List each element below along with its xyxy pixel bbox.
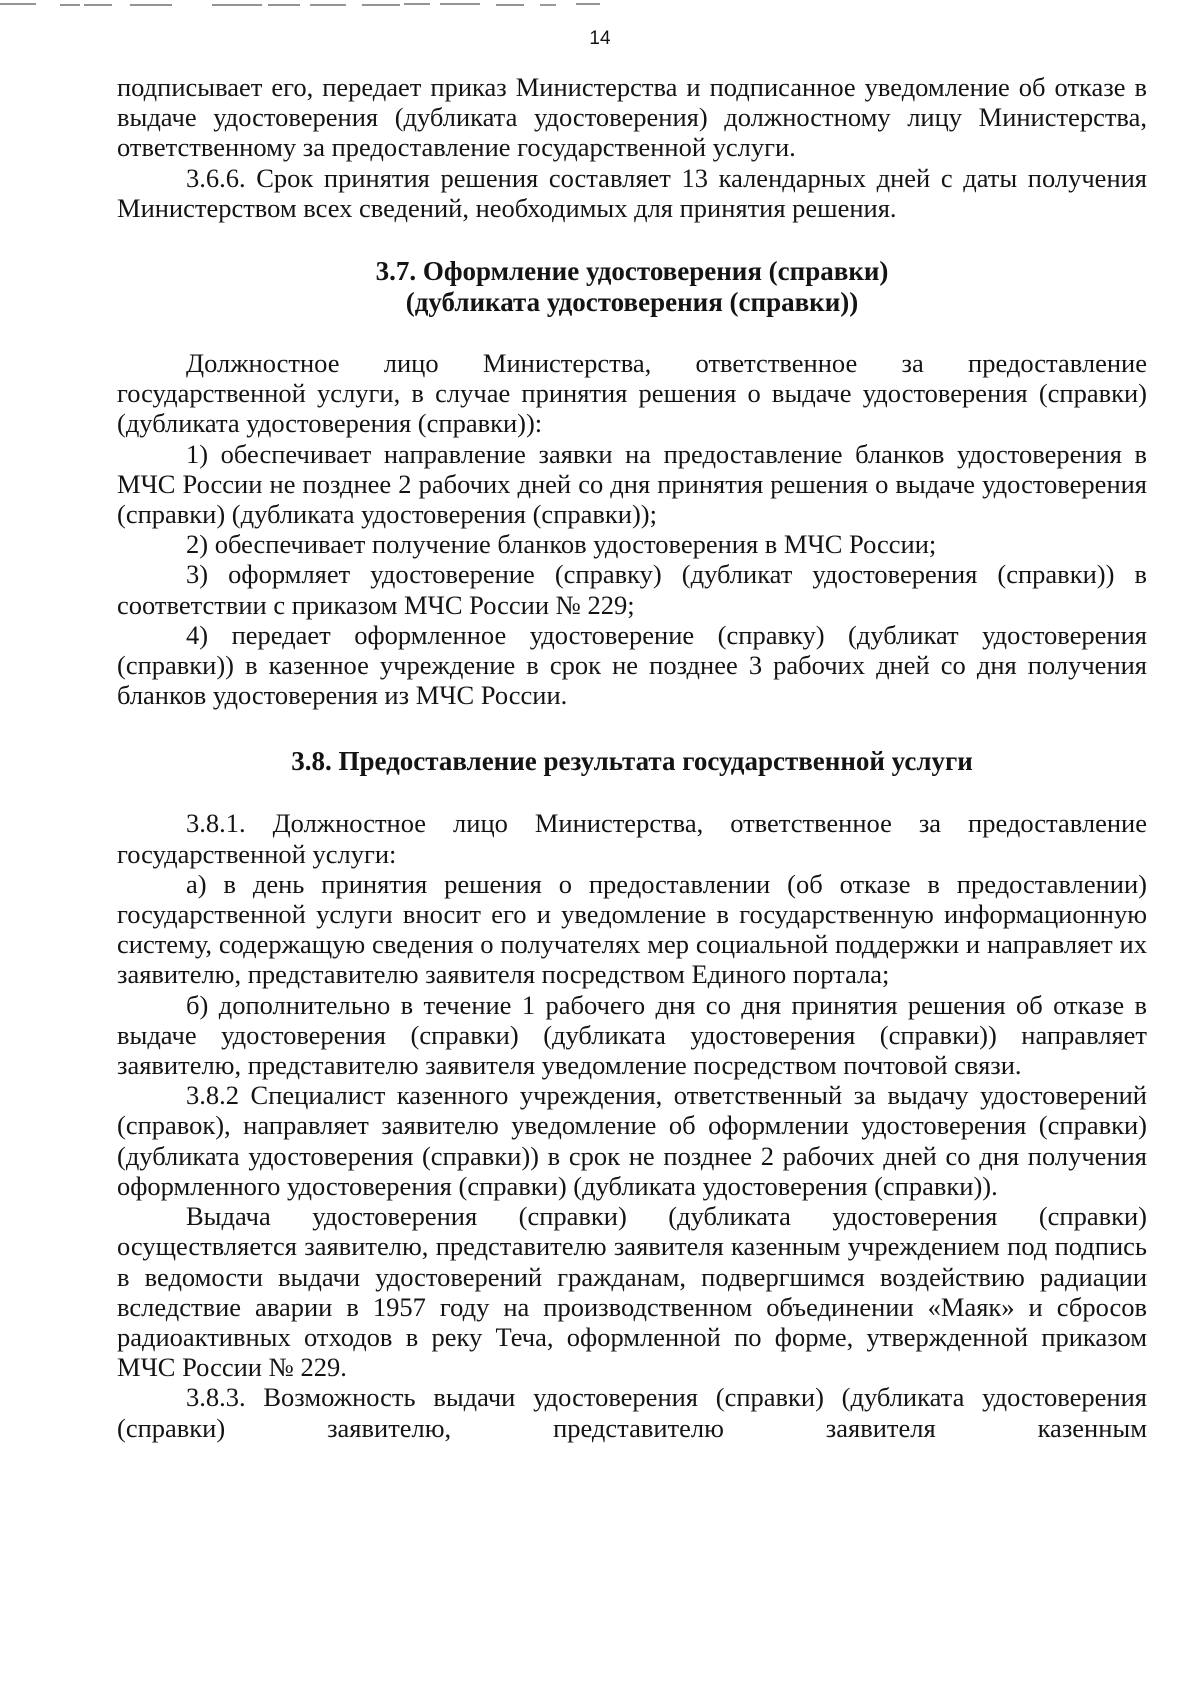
list-item-3-7-1: 1) обеспечивает направление заявки на предоставление бланков удостоверения в МЧС России не позднее 2 рабочих дней со дня принятия решения о выдаче удостоверения (справки) (дубликата удостоверения (справки));: [117, 438, 1147, 530]
paragraph-3-7-intro: Должностное лицо Министерства, ответственное за предоставление государственной услуги, в случае принятия решения о выдаче удостоверения (справки) (дубликата удостоверения (справки)):: [117, 348, 1147, 439]
section-3-8-heading: 3.8. Предоставление результата государственной услуги: [291, 746, 973, 777]
list-item-3-7-3: 3) оформляет удостоверение (справку) (дубликат удостоверения (справки)) в соответствии с приказом МЧС России № 229;: [117, 559, 1147, 620]
list-item-3-7-4: 4) передает оформленное удостоверение (справку) (дубликат удостоверения (справки)) в казенное учреждение в срок не позднее 3 рабочих дней со дня получения бланков удостоверения из МЧС России.: [117, 619, 1147, 711]
document-body: [117, 72, 1147, 1443]
paragraph-continuation: подписывает его, передает приказ Министерства и подписанное уведомление об отказе в выдаче удостоверения (дубликата удостоверения) должностному лицу Министерства, ответственному за предоставление государственной услуги.: [117, 72, 1147, 163]
section-3-7-heading-line1: 3.7. Оформление удостоверения (справки): [375, 256, 889, 287]
section-3-7-heading-line2: (дубликата удостоверения (справки)): [405, 287, 859, 318]
scan-edge-artifact: [0, 0, 640, 10]
paragraph-3-8-3: 3.8.3. Возможность выдачи удостоверения (справки) (дубликата удостоверения (справки) заявителю, представителю заявителя казенным: [117, 1382, 1147, 1443]
paragraph-3-6-6: 3.6.6. Срок принятия решения составляет 13 календарных дней с даты получения Министерством всех сведений, необходимых для принятия решения.: [117, 162, 1147, 223]
page-number: 14: [589, 28, 611, 49]
list-item-3-7-2: 2) обеспечивает получение бланков удостоверения в МЧС России;: [186, 529, 937, 560]
paragraph-3-8-2: 3.8.2 Специалист казенного учреждения, ответственный за выдачу удостоверений (справок), направляет заявителю уведомление об оформлении удостоверения (справки) (дубликата удостоверения (справки)) в срок не позднее 2 рабочих дней со дня получения оформленного удостоверения (справки) (дубликата удостоверения (справки)).: [117, 1080, 1147, 1201]
section-3-7-heading: [117, 256, 1147, 318]
list-item-3-8-1-b: б) дополнительно в течение 1 рабочего дня со дня принятия решения об отказе в выдаче удостоверения (справки) (дубликата удостоверения (справки)) направляет заявителю, представителю заявителя уведомление посредством почтовой связи.: [117, 989, 1147, 1081]
paragraph-3-8-1: 3.8.1. Должностное лицо Министерства, ответственное за предоставление государственной услуги:: [117, 808, 1147, 869]
paragraph-issuance: Выдача удостоверения (справки) (дубликата удостоверения (справки) осуществляется заявителю, представителю заявителя казенным учреждением под подпись в ведомости выдачи удостоверений гражданам, подвергшимся воздействию радиации вследствие аварии в 1957 году на производственном объединении «Маяк» и сбросов радиоактивных отходов в реку Теча, оформленной по форме, утвержденной приказом МЧС России № 229.: [117, 1201, 1147, 1383]
list-item-3-8-1-a: а) в день принятия решения о предоставлении (об отказе в предоставлении) государственной услуги вносит его и уведомление в государственную информационную систему, содержащую сведения о получателях мер социальной поддержки и направляет их заявителю, представителю заявителя посредством Единого портала;: [117, 868, 1147, 990]
